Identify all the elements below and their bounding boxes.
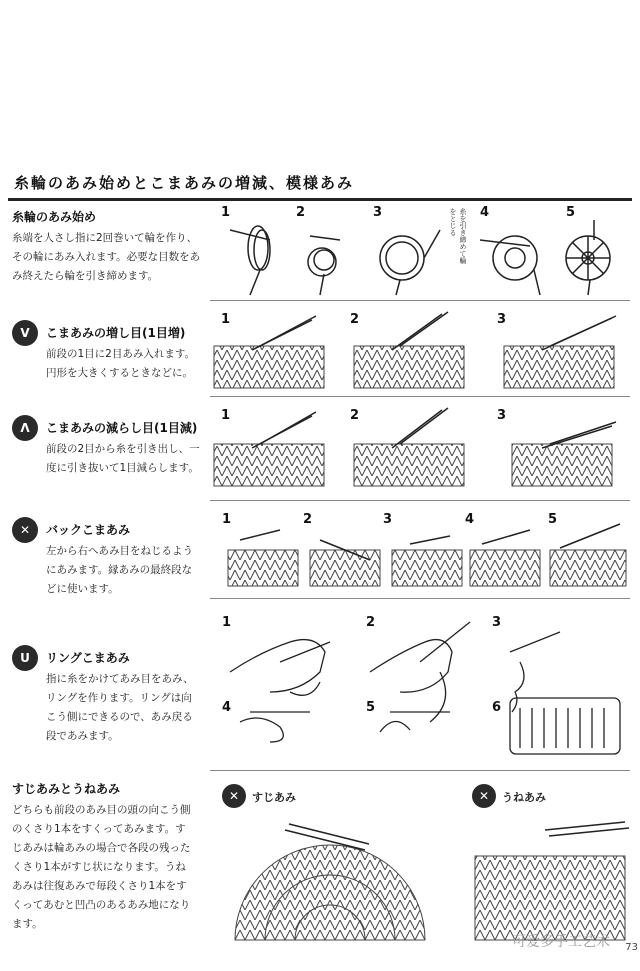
section-heading: こまあみの増し目(1目増)	[46, 326, 186, 340]
step-number: 2	[296, 205, 306, 220]
step-number: 2	[350, 408, 360, 423]
section-heading: リングこまあみ	[46, 651, 130, 665]
section-ring-start	[12, 208, 202, 286]
section-text: 前段の2目から糸を引き出し、一度に引き抜いて1目減らします。	[46, 443, 200, 474]
section-heading: バックこまあみ	[46, 523, 131, 537]
step-number: 1	[222, 615, 232, 630]
step-number: 2	[303, 512, 313, 527]
section-text: 指に糸をかけてあみ目をあみ、リングを作ります。リングは向こう側にできるので、あみ戻る段であみます。	[46, 673, 194, 742]
section-heading: こまあみの減らし目(1目減)	[46, 421, 198, 435]
step-number: 6	[492, 700, 502, 715]
watermark: 可爱多手工艺术	[512, 934, 610, 950]
step-number: 1	[221, 312, 231, 327]
v-symbol-icon: V	[12, 320, 38, 346]
step-number: 1	[221, 408, 231, 423]
section-text: 前段の1目に2目あみ入れます。円形を大きくするときなどに。	[46, 348, 196, 379]
step-number: 5	[566, 205, 576, 220]
divider	[210, 500, 630, 501]
ring-start-illustration	[210, 210, 630, 300]
section-back-sc	[12, 521, 202, 599]
step-number: 4	[465, 512, 475, 527]
section-text: どちらも前段のあみ目の頭の向こう側のくさり1本をすくってあみます。すじあみは輪あみの場合で各段の残ったくさり1本がすじ状になります。うねあみは往復あみで毎段くさり1本をすくってあむと凹凸のあるあみ地になります。	[12, 804, 191, 930]
page-number: 73	[625, 942, 638, 953]
section-heading: すじあみとうねあみ	[12, 782, 121, 796]
section-text: 左から右へあみ目をねじるようにあみます。縁あみの最終段などに使います。	[46, 545, 193, 595]
page-title: 糸輪のあみ始めとこまあみの増減、模様あみ	[14, 174, 355, 192]
step-number: 3	[497, 408, 507, 423]
step-number: 1	[221, 205, 231, 220]
step-number: 3	[373, 205, 383, 220]
divider	[210, 598, 630, 599]
section-ring-sc	[12, 649, 202, 746]
u-symbol-icon: U	[12, 645, 38, 671]
section-heading: 糸輪のあみ始め	[12, 210, 97, 224]
une-label: うねあみ	[502, 791, 546, 804]
step-number: 3	[383, 512, 393, 527]
step-number: 2	[350, 312, 360, 327]
section-suji-une	[12, 780, 192, 934]
suji-symbol-icon: ✕	[222, 784, 246, 808]
section-text: 糸端を人さし指に2回巻いて輪を作り、その輪にあみ入れます。必要な目数をあみ終えたら輪を引き締めます。	[12, 232, 201, 282]
step-number: 1	[222, 512, 232, 527]
une-symbol-icon: ✕	[472, 784, 496, 808]
ring-sc-illustration	[220, 612, 630, 762]
title-rule	[8, 198, 632, 201]
section-increase	[12, 324, 202, 383]
section-decrease	[12, 419, 202, 478]
step-number: 3	[497, 312, 507, 327]
x-symbol-icon: ✕	[12, 517, 38, 543]
step-number: 4	[222, 700, 232, 715]
ring-note: 糸を引き締めて輪をとじる	[449, 208, 467, 264]
divider	[210, 300, 630, 301]
step-number: 5	[548, 512, 558, 527]
step-number: 4	[480, 205, 490, 220]
back-sc-illustration	[220, 520, 630, 592]
divider	[210, 396, 630, 397]
step-number: 5	[366, 700, 376, 715]
step-number: 2	[366, 615, 376, 630]
decrease-illustration	[212, 406, 630, 488]
increase-illustration	[212, 310, 630, 392]
step-number: 3	[492, 615, 502, 630]
suji-label: すじあみ	[252, 791, 296, 804]
a-symbol-icon: Λ	[12, 415, 38, 441]
divider	[210, 770, 630, 771]
